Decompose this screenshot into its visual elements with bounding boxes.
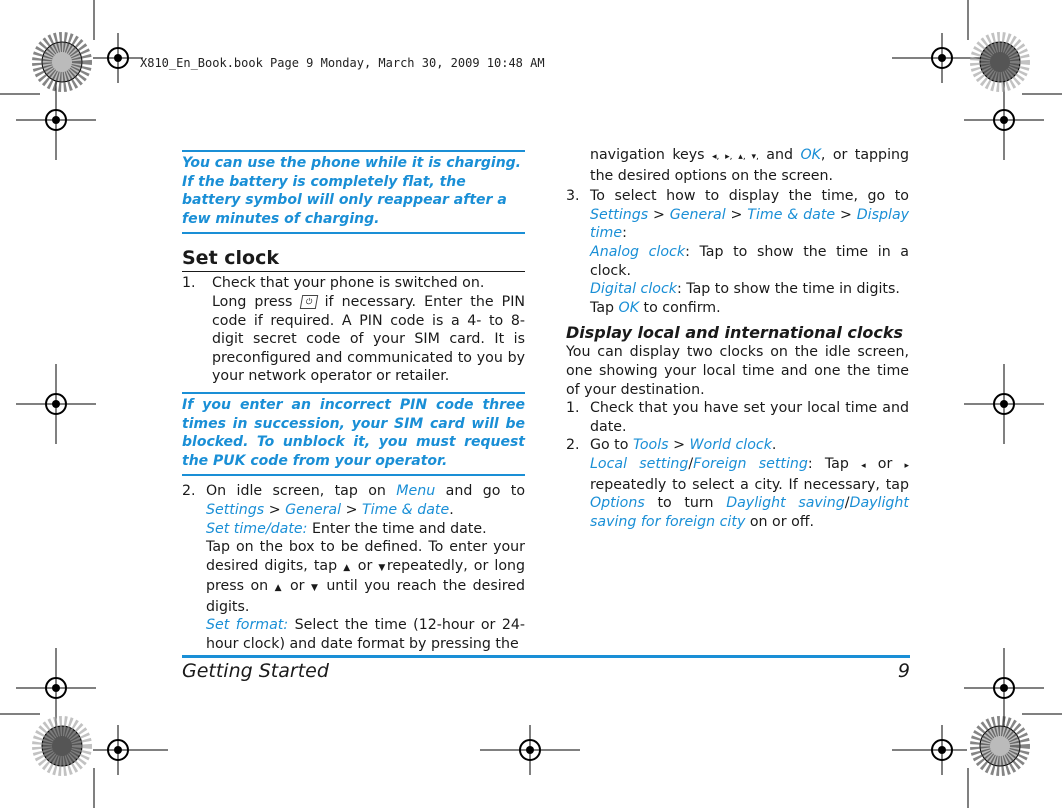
subsection-title: Display local and international clocks: [566, 323, 903, 343]
step-1: 1. Check that your phone is switched on. Long press ⏻ if necessary. Enter the PIN code if required. A PIN code is a 4- to 8-digit secret code of your SIM card. It is preconfigured and communicated to you by your network operator or retailer.: [182, 275, 525, 385]
section-title: Set clock: [182, 247, 279, 270]
right-key-icon: ▸: [904, 460, 910, 471]
left-key-icon: ◂: [861, 460, 866, 471]
footer-rule: [182, 655, 910, 658]
step-3: 3. To select how to display the time, go to Settings > General > Time & date > Display time: Analog clock: Tap to show the time in a clock. Digital clock: Tap to show the time in digits. Tap OK to confirm.: [566, 188, 910, 316]
print-file-info: X810_En_Book.book Page 9 Monday, March 30, 2009 10:48 AM: [140, 56, 545, 70]
right-column: [566, 146, 909, 531]
clock-step-2: 2. Go to Tools > World clock. Local setting/Foreign setting: Tap ◂ or ▸ repeatedly to select a city. If necessary, tap Options to turn Daylight saving/Daylight saving for foreign city on or off.: [566, 437, 910, 530]
charging-note: You can use the phone while it is charging. If the battery is completely flat, the battery symbol will only reappear after a few minutes of charging.: [182, 150, 525, 234]
clock-step-1: 1. Check that you have set your local time and date.: [566, 400, 909, 435]
page-number: 9: [897, 660, 910, 682]
pin-warning-note: If you enter an incorrect PIN code three times in succession, your SIM card will be blocked. To unblock it, you must request the PUK code from your operator.: [182, 392, 525, 476]
clocks-intro: You can display two clocks on the idle screen, one showing your local time and one the time of your destination.: [566, 344, 909, 398]
up-key-icon: ▲: [274, 583, 284, 594]
footer-chapter-title: Getting Started: [182, 660, 329, 682]
nav-keys-continuation: navigation keys ◂, ▸, ▴, ▾, and OK, or tapping the desired options on the screen.: [590, 147, 910, 184]
step-2: 2. On idle screen, tap on Menu and go to Settings > General > Time & date. Set time/date: Enter the time and date. Tap on the box to be defined. To enter your desired digits, tap ▲ or ▼repeatedly, or long press on ▲ or ▼ until you reach the desired digits. Set format: Select the time (12-hour or 24-hour clock) and date format by pressing the: [182, 483, 526, 653]
section-rule: [182, 271, 525, 272]
left-column: [182, 150, 525, 654]
nav-keys-icon: ◂, ▸, ▴, ▾,: [712, 152, 759, 162]
up-key-icon: ▲: [343, 562, 352, 573]
down-key-icon: ▼: [378, 562, 387, 573]
down-key-icon: ▼: [310, 583, 320, 594]
end-key-icon: ⏻: [299, 295, 317, 309]
